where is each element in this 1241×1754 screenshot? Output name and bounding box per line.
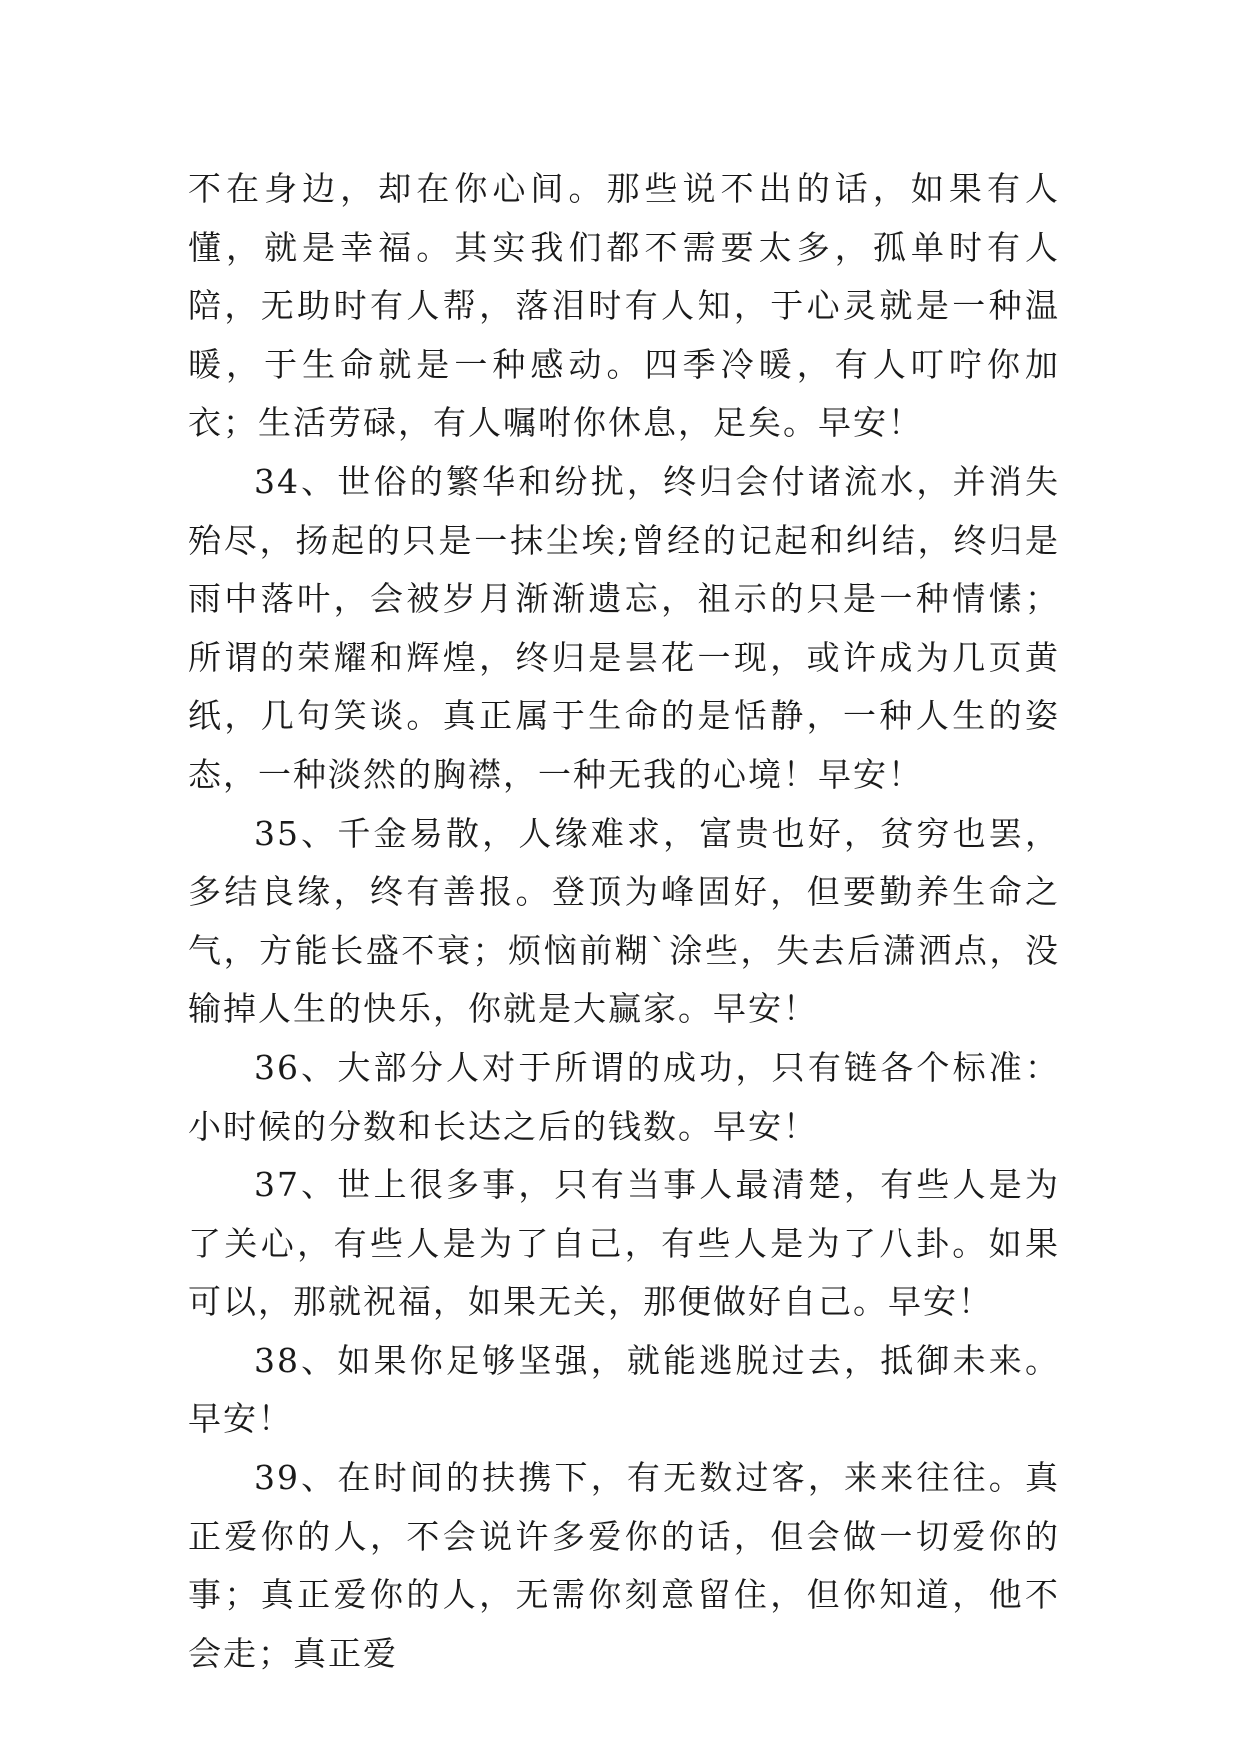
document-body	[188, 160, 1060, 1683]
paragraph-39: 39、在时间的扶携下，有无数过客，来来往往。真正爱你的人，不会说许多爱你的话，但会做一切爱你的事；真正爱你的人，无需你刻意留住，但你知道，他不会走；真正爱	[188, 1458, 1060, 1673]
paragraph-37: 37、世上很多事，只有当事人最清楚，有些人是为了关心，有些人是为了自己，有些人是为了八卦。如果可以，那就祝福，如果无关，那便做好自己。早安！	[188, 1165, 1060, 1322]
paragraph-35: 35、千金易散，人缘难求，富贵也好，贫穷也罢，多结良缘，终有善报。登顶为峰固好，但要勤养生命之气，方能长盛不衰；烦恼前糊`涂些，失去后潇洒点，没输掉人生的快乐，你就是大赢家。早安！	[188, 813, 1060, 1029]
paragraph-38: 38、如果你足够坚强，就能逃脱过去，抵御未来。早安！	[188, 1340, 1060, 1439]
paragraph-34: 34、世俗的繁华和纷扰，终归会付诸流水，并消失殆尽，扬起的只是一抹尘埃;曾经的记起和纠结，终归是雨中落叶，会被岁月渐渐遗忘，祖示的只是一种情愫；所谓的荣耀和辉煌，终归是昙花一现，或许成为几页黄纸，几句笑谈。真正属于生命的是恬静，一种人生的姿态，一种淡然的胸襟，一种无我的心境！早安！	[188, 461, 1060, 794]
paragraph-33-continued: 不在身边，却在你心间。那些说不出的话，如果有人懂，就是幸福。其实我们都不需要太多，孤单时有人陪，无助时有人帮，落泪时有人知，于心灵就是一种温暖，于生命就是一种感动。四季冷暖，有人叮咛你加衣；生活劳碌，有人嘱咐你休息，足矣。早安！	[188, 169, 1060, 443]
paragraph-36: 36、大部分人对于所谓的成功，只有链各个标准：小时候的分数和长达之后的钱数。早安！	[188, 1047, 1060, 1146]
